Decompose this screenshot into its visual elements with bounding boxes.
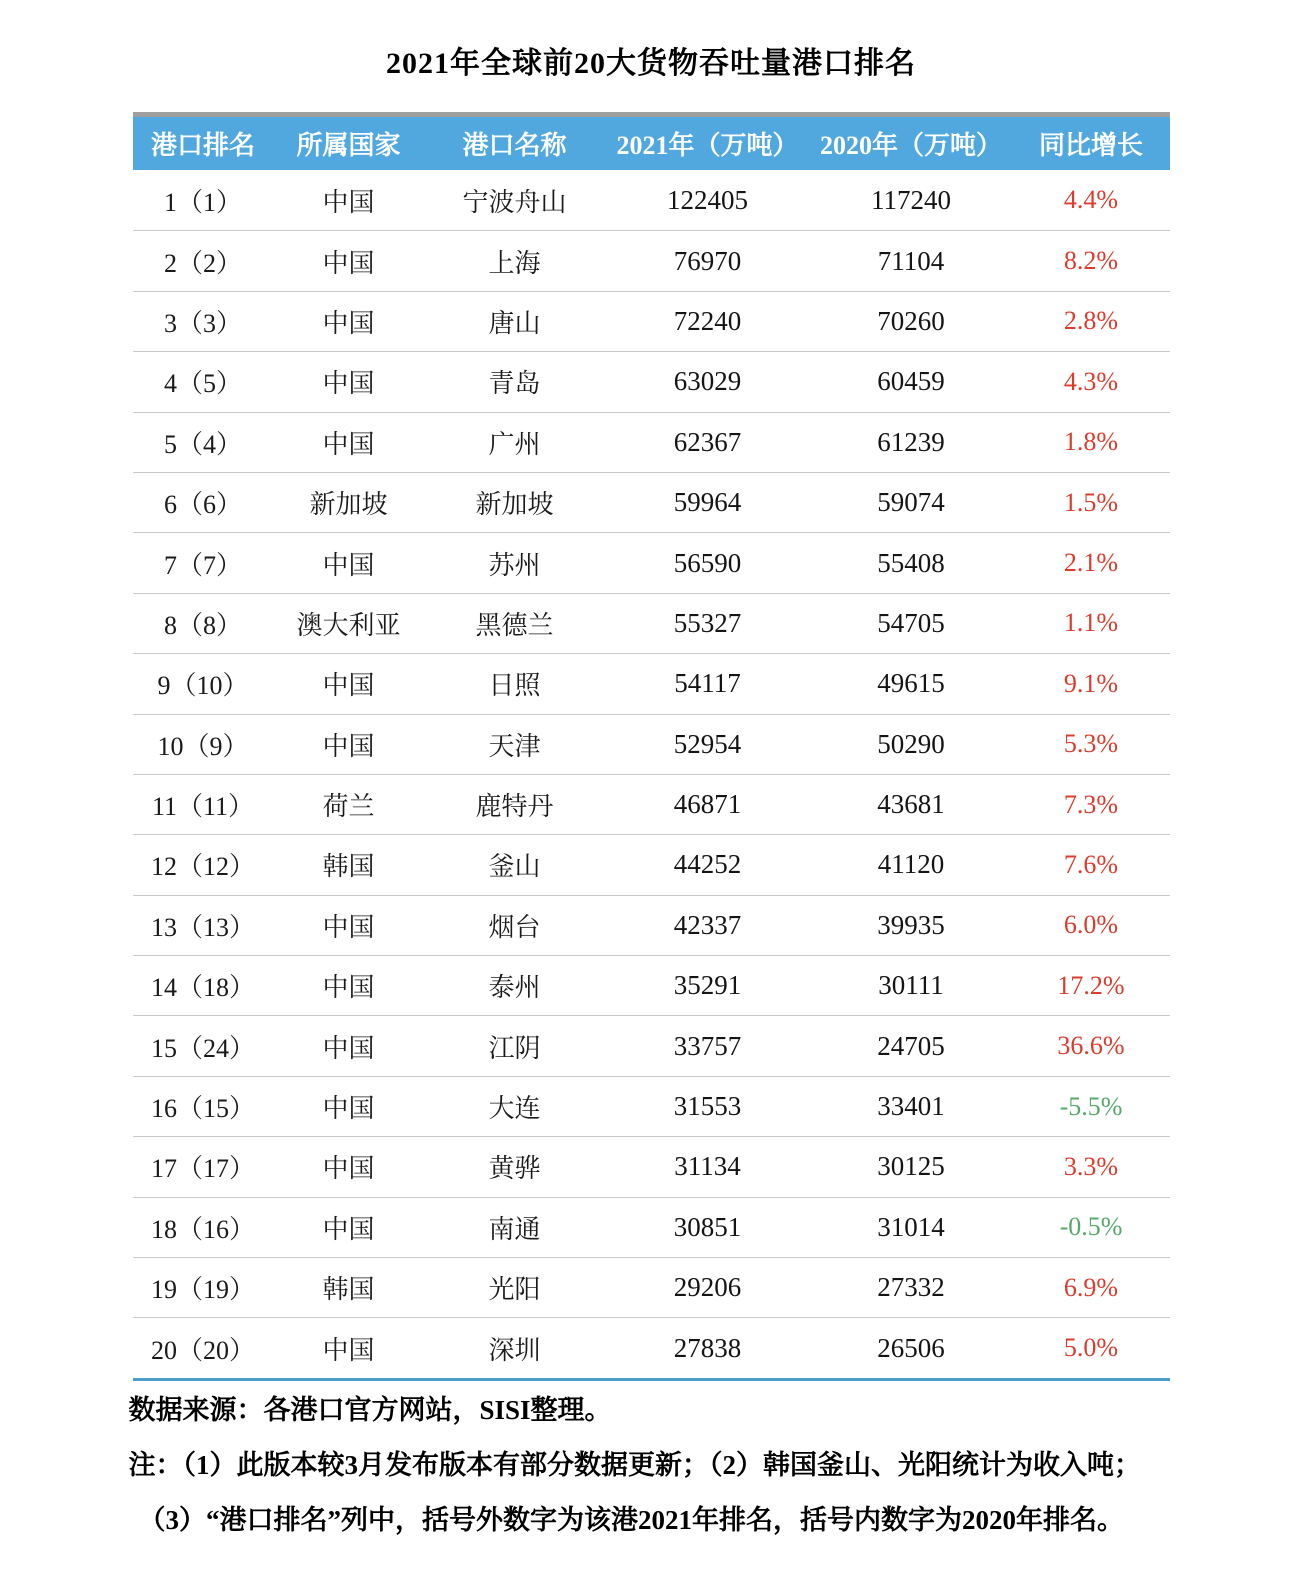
yoy-growth-cell: 2.1% (1063, 548, 1119, 578)
port-name-cell: 江阴 (488, 1033, 541, 1063)
table-row (133, 955, 1170, 1015)
country-cell: 中国 (322, 187, 375, 217)
volume-2021-cell: 122405 (667, 184, 748, 215)
volume-2021-cell: 42337 (673, 909, 742, 940)
volume-2020-cell: 49615 (877, 668, 945, 699)
port-name-cell: 鹿特丹 (475, 792, 554, 822)
volume-2021-cell: 31134 (674, 1151, 741, 1182)
volume-2021-cell: 63029 (673, 366, 742, 397)
port-name-cell: 宁波舟山 (462, 187, 567, 217)
page-title: 2021年全球前20大货物吞吐量港口排名 (386, 47, 916, 80)
note-line-2: （3）“港口排名”列中，括号外数字为该港2021年排名，括号内数字为2020年排名。 (138, 1504, 1124, 1535)
volume-2021-cell: 62367 (673, 426, 742, 457)
country-cell: 中国 (322, 1214, 375, 1244)
volume-2021-cell: 29206 (673, 1272, 742, 1303)
table-row (133, 593, 1170, 653)
volume-2020-cell: 26506 (877, 1332, 945, 1363)
country-cell: 中国 (322, 1033, 375, 1063)
country-cell: 中国 (322, 248, 375, 278)
volume-2020-cell: 39935 (877, 909, 945, 940)
volume-2021-cell: 54117 (674, 668, 741, 699)
port-name-cell: 泰州 (488, 973, 541, 1003)
col-header-country: 所属国家 (296, 131, 401, 160)
col-header-yoy-growth: 同比增长 (1038, 131, 1143, 160)
country-cell: 中国 (322, 973, 375, 1003)
table-row (133, 170, 1170, 230)
volume-2021-cell: 46871 (673, 789, 742, 820)
volume-2020-cell: 117240 (871, 184, 951, 215)
country-cell: 韩国 (322, 852, 375, 882)
country-cell: 中国 (322, 912, 375, 942)
port-ranking-table (133, 112, 1170, 1381)
volume-2020-cell: 70260 (877, 305, 945, 336)
yoy-growth-cell: 1.5% (1063, 487, 1119, 517)
country-cell: 中国 (322, 308, 375, 338)
volume-2021-cell: 35291 (673, 970, 742, 1001)
data-source-note: 数据来源：各港口官方网站，SISI整理。 (128, 1394, 612, 1425)
volume-2021-cell: 31553 (673, 1091, 742, 1122)
port-name-cell: 釜山 (488, 852, 541, 882)
yoy-growth-cell: -5.5% (1059, 1091, 1123, 1121)
volume-2021-cell: 56590 (673, 547, 742, 578)
table-body (133, 170, 1170, 1378)
country-cell: 韩国 (322, 1275, 375, 1305)
volume-2020-cell: 60459 (877, 366, 945, 397)
volume-2020-cell: 31014 (877, 1211, 945, 1242)
rank-cell: 12（12） (150, 852, 255, 882)
country-cell: 中国 (322, 429, 375, 459)
rank-cell: 9（10） (157, 671, 249, 701)
table-row (133, 532, 1170, 592)
country-cell: 澳大利亚 (296, 610, 401, 640)
table-row (133, 834, 1170, 894)
col-header-2020-volume: 2020年（万吨） (819, 131, 1002, 160)
table-row (133, 351, 1170, 411)
yoy-growth-cell: 8.2% (1063, 246, 1119, 276)
port-name-cell: 黄骅 (488, 1154, 541, 1184)
yoy-growth-cell: 4.3% (1063, 366, 1119, 396)
rank-cell: 10（9） (157, 731, 249, 761)
volume-2021-cell: 44252 (673, 849, 742, 880)
rank-cell: 13（13） (150, 912, 255, 942)
yoy-growth-cell: 1.8% (1063, 427, 1119, 457)
volume-2021-cell: 27838 (673, 1332, 742, 1363)
volume-2020-cell: 41120 (877, 849, 945, 880)
volume-2020-cell: 43681 (877, 789, 945, 820)
rank-cell: 15（24） (150, 1033, 255, 1063)
table-row (133, 1317, 1170, 1377)
volume-2020-cell: 30111 (878, 970, 944, 1001)
table-row (133, 1257, 1170, 1317)
volume-2021-cell: 52954 (673, 728, 742, 759)
volume-2020-cell: 33401 (877, 1091, 945, 1122)
table-row (133, 230, 1170, 290)
rank-cell: 17（17） (150, 1154, 255, 1184)
port-name-cell: 大连 (488, 1094, 541, 1124)
rank-cell: 7（7） (163, 550, 242, 580)
volume-2020-cell: 55408 (877, 547, 945, 578)
country-cell: 中国 (322, 1094, 375, 1124)
col-header-2021-volume: 2021年（万吨） (616, 131, 799, 160)
yoy-growth-cell: 5.0% (1063, 1333, 1119, 1363)
yoy-growth-cell: 17.2% (1057, 970, 1125, 1000)
country-cell: 中国 (322, 671, 375, 701)
table-row (133, 714, 1170, 774)
country-cell: 中国 (322, 1335, 375, 1365)
volume-2021-cell: 30851 (673, 1211, 742, 1242)
table-row (133, 1197, 1170, 1257)
rank-cell: 1（1） (163, 187, 242, 217)
port-name-cell: 黑德兰 (475, 610, 554, 640)
yoy-growth-cell: 9.1% (1063, 668, 1119, 698)
rank-cell: 19（19） (150, 1275, 255, 1305)
country-cell: 荷兰 (322, 792, 375, 822)
rank-cell: 4（5） (163, 369, 242, 399)
table-row (133, 774, 1170, 834)
yoy-growth-cell: 6.0% (1063, 910, 1119, 940)
country-cell: 中国 (322, 731, 375, 761)
note-line-1: 注：（1）此版本较3月发布版本有部分数据更新；（2）韩国釜山、光阳统计为收入吨； (128, 1449, 1141, 1480)
table-row (133, 1015, 1170, 1075)
footer-notes (129, 1393, 1174, 1537)
table-row (133, 895, 1170, 955)
yoy-growth-cell: 36.6% (1057, 1031, 1125, 1061)
country-cell: 中国 (322, 369, 375, 399)
table-header-row (133, 117, 1170, 170)
rank-cell: 2（2） (163, 248, 242, 278)
col-header-port-name: 港口名称 (462, 131, 567, 160)
yoy-growth-cell: 5.3% (1063, 729, 1119, 759)
table-row (133, 291, 1170, 351)
volume-2020-cell: 27332 (877, 1272, 945, 1303)
yoy-growth-cell: 7.6% (1063, 849, 1119, 879)
col-header-rank: 港口排名 (150, 131, 255, 160)
port-name-cell: 天津 (488, 731, 541, 761)
yoy-growth-cell: 6.9% (1063, 1272, 1119, 1302)
volume-2020-cell: 24705 (877, 1030, 945, 1061)
country-cell: 新加坡 (309, 490, 388, 520)
rank-cell: 8（8） (163, 610, 242, 640)
volume-2020-cell: 61239 (877, 426, 945, 457)
volume-2020-cell: 50290 (877, 728, 945, 759)
port-name-cell: 日照 (488, 671, 541, 701)
port-name-cell: 广州 (488, 429, 541, 459)
table-row (133, 412, 1170, 472)
table-row (133, 472, 1170, 532)
yoy-growth-cell: -0.5% (1059, 1212, 1123, 1242)
port-name-cell: 唐山 (488, 308, 541, 338)
volume-2020-cell: 71104 (877, 245, 945, 276)
rank-cell: 6（6） (163, 490, 242, 520)
table-row (133, 1136, 1170, 1196)
table-row (133, 1076, 1170, 1136)
volume-2020-cell: 54705 (877, 607, 945, 638)
volume-2021-cell: 55327 (673, 607, 742, 638)
volume-2021-cell: 33757 (673, 1030, 742, 1061)
volume-2021-cell: 59964 (673, 487, 742, 518)
rank-cell: 5（4） (163, 429, 242, 459)
country-cell: 中国 (322, 1154, 375, 1184)
port-name-cell: 深圳 (488, 1335, 541, 1365)
table-row (133, 653, 1170, 713)
volume-2020-cell: 30125 (877, 1151, 945, 1182)
country-cell: 中国 (322, 550, 375, 580)
yoy-growth-cell: 2.8% (1063, 306, 1119, 336)
rank-cell: 11（11） (151, 792, 255, 822)
rank-cell: 20（20） (150, 1335, 255, 1365)
rank-cell: 14（18） (150, 973, 255, 1003)
port-name-cell: 新加坡 (475, 490, 554, 520)
volume-2021-cell: 72240 (673, 305, 742, 336)
yoy-growth-cell: 4.4% (1063, 185, 1119, 215)
volume-2020-cell: 59074 (877, 487, 945, 518)
port-name-cell: 光阳 (488, 1275, 541, 1305)
port-name-cell: 上海 (488, 248, 541, 278)
yoy-growth-cell: 7.3% (1063, 789, 1119, 819)
volume-2021-cell: 76970 (673, 245, 742, 276)
port-name-cell: 烟台 (488, 912, 541, 942)
port-name-cell: 南通 (488, 1214, 541, 1244)
rank-cell: 16（15） (150, 1094, 255, 1124)
port-name-cell: 青岛 (488, 369, 541, 399)
yoy-growth-cell: 3.3% (1063, 1151, 1119, 1181)
rank-cell: 18（16） (150, 1214, 255, 1244)
rank-cell: 3（3） (163, 308, 242, 338)
yoy-growth-cell: 1.1% (1063, 608, 1119, 638)
port-name-cell: 苏州 (488, 550, 541, 580)
